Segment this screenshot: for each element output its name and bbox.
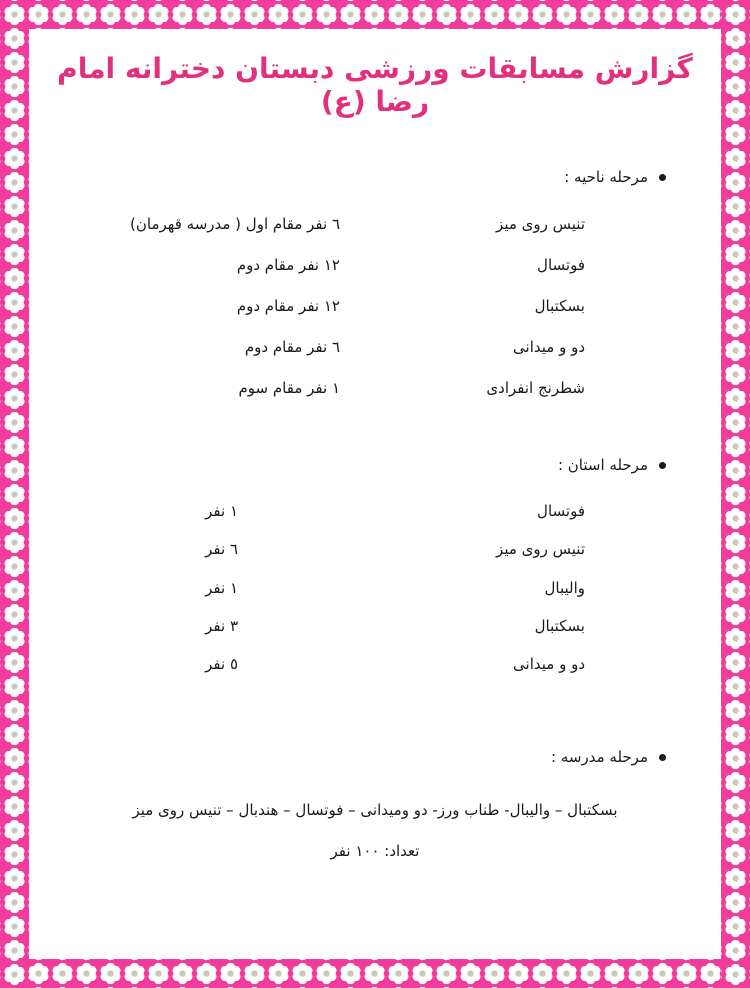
section-heading-province [558,456,666,474]
sport-label: دو و میدانی [513,655,585,673]
sport-label: تنیس روی میز [496,540,585,558]
sport-label: فوتسال [537,502,585,520]
school-sports-line: بسکتبال – والیبال- طناب ورز- دو ومیدانی – فوتسال – هندبال – تنیس روی میز [132,801,618,819]
result-value: ١ نفر مقام سوم [238,379,340,397]
flower-border-bottom [0,959,750,988]
section-heading-school [551,748,666,766]
section-heading-district [564,168,666,186]
sport-label: تنیس روی میز [496,215,585,233]
flower-border-top [0,0,750,29]
result-value: ٦ نفر [205,540,238,558]
sport-label: والیبال [544,579,585,597]
result-value: ١ نفر [205,502,238,520]
result-value: ١ نفر [205,579,238,597]
result-value: ١٢ نفر مقام دوم [236,297,340,315]
sport-label: بسکتبال [534,617,585,635]
flower-border-right [721,0,750,988]
bullet-icon [659,174,666,181]
sport-label: فوتسال [537,256,585,274]
sport-label: بسکتبال [534,297,585,315]
flower-border-left [0,0,29,988]
section-heading-label: مرحله مدرسه : [551,748,648,766]
bullet-icon [659,462,666,469]
section-heading-label: مرحله ناحیه : [564,168,648,186]
result-value: ٥ نفر [205,655,238,673]
total-count-line: تعداد: ١٠٠ نفر [330,842,420,860]
result-value: ٣ نفر [205,617,238,635]
sport-label: شطرنج انفرادی [486,379,585,397]
page-title: گزارش مسابقات ورزشی دبستان دخترانه امام رضا (ع) [57,52,693,118]
section-heading-label: مرحله استان : [557,456,648,474]
result-value: ٦ نفر مقام دوم [244,338,340,356]
bullet-icon [659,754,666,761]
result-value: ٦ نفر مقام اول ( مدرسه قهرمان) [130,215,340,233]
result-value: ١٢ نفر مقام دوم [236,256,340,274]
sport-label: دو و میدانی [513,338,585,356]
